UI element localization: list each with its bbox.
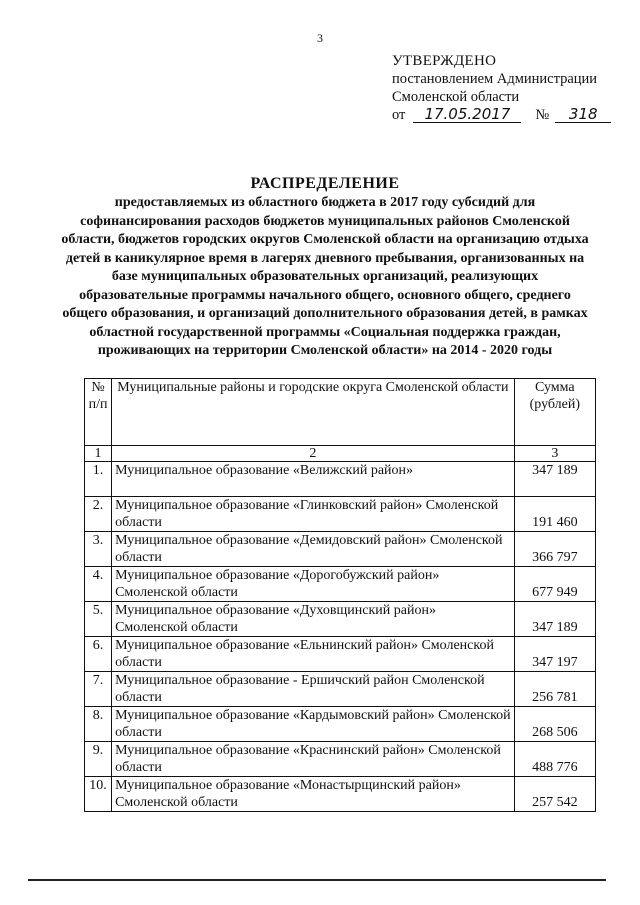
table-header-row [85,379,596,446]
row-number: 4. [85,567,112,602]
approval-block [392,52,611,124]
row-sum: 191 460 [514,497,595,532]
row-name: Муниципальное образование «Дорогобужский район» Смоленской области [112,567,515,602]
table-row [85,742,596,777]
row-number: 10. [85,777,112,812]
number-label: № [535,107,550,123]
distribution-table [84,378,596,812]
row-name: Муниципальное образование «Краснинский район» Смоленской области [112,742,515,777]
row-number: 8. [85,707,112,742]
row-name: Муниципальное образование «Монастырщинский район» Смоленской области [112,777,515,812]
row-number: 6. [85,637,112,672]
row-sum: 347 189 [514,462,595,497]
approval-date-line [392,106,611,124]
row-number: 7. [85,672,112,707]
row-sum: 268 506 [514,707,595,742]
row-number: 1. [85,462,112,497]
row-sum: 256 781 [514,672,595,707]
table-row [85,777,596,812]
row-sum: 488 776 [514,742,595,777]
row-name: Муниципальное образование «Кардымовский район» Смоленской области [112,707,515,742]
approval-number: 318 [555,106,611,123]
row-name: Муниципальное образование - Ершичский район Смоленской области [112,672,515,707]
row-sum: 347 189 [514,602,595,637]
table-row [85,462,596,497]
bottom-divider [28,879,606,881]
table-row [85,672,596,707]
row-name: Муниципальное образование «Велижский район» [112,462,515,497]
header-num: № п/п [85,379,112,446]
row-name: Муниципальное образование «Демидовский район» Смоленской области [112,532,515,567]
approval-date: 17.05.2017 [413,106,521,123]
column-number-3: 3 [514,446,595,462]
table-row [85,497,596,532]
table-row [85,602,596,637]
column-number-1: 1 [85,446,112,462]
row-sum: 347 197 [514,637,595,672]
document-heading [60,174,590,361]
row-number: 3. [85,532,112,567]
row-name: Муниципальное образование «Духовщинский район» Смоленской области [112,602,515,637]
row-sum: 366 797 [514,532,595,567]
row-name: Муниципальное образование «Глинковский район» Смоленской области [112,497,515,532]
table-row [85,532,596,567]
date-prefix: от [392,107,406,123]
approval-title: УТВЕРЖДЕНО [392,53,497,69]
header-name: Муниципальные районы и городские округа Смоленской области [112,379,515,446]
table-row [85,707,596,742]
row-sum: 257 542 [514,777,595,812]
document-title: РАСПРЕДЕЛЕНИЕ [250,175,400,192]
page-number: 3 [317,31,323,45]
row-name: Муниципальное образование «Ельнинский район» Смоленской области [112,637,515,672]
table-row [85,637,596,672]
header-sum: Сумма (рублей) [514,379,595,446]
approval-line-1: постановлением Администрации [392,71,598,87]
approval-line-2: Смоленской области [392,89,520,105]
row-number: 2. [85,497,112,532]
column-number-2: 2 [112,446,515,462]
table-row [85,567,596,602]
row-number: 5. [85,602,112,637]
column-number-row [85,446,596,462]
document-subtitle: предоставляемых из областного бюджета в 2017 году субсидий для софинансирования расходов бюджетов муниципальных районов Смоленской области, бюджетов городских округов Смоленской области на организацию отдыха детей в каникулярное время в лагерях дневного пребывания, организованных на базе муниципальных образовательных организаций, реализующих образовательные программы начального общего, основного общего, среднего общего образования, и организаций дополнительного образования детей, в рамках областной государственной программы «Социальная поддержка граждан, проживающих на территории Смоленской области» на 2014 - 2020 годы [61,195,589,358]
row-sum: 677 949 [514,567,595,602]
row-number: 9. [85,742,112,777]
